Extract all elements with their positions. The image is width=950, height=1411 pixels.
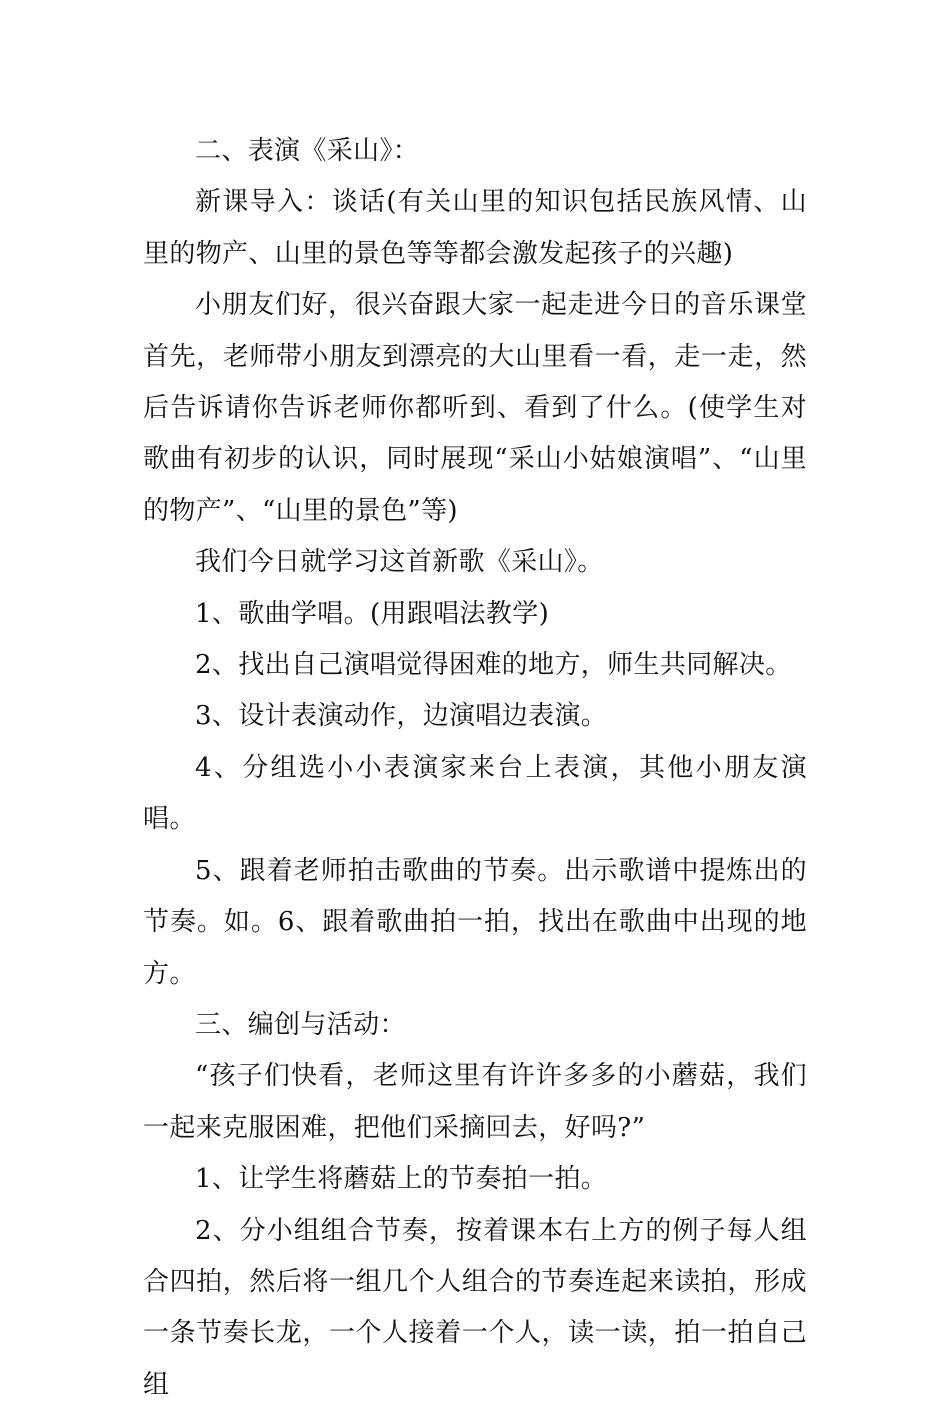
paragraph-teacher-greeting: 小朋友们好，很兴奋跟大家一起走进今日的音乐课堂首先，老师带小朋友到漂亮的大山里看一看，走一走，然后告诉请你告诉老师你都听到、看到了什么。(使学生对歌曲有初步的认识，同时展现“采山小姑娘演唱”、“山里的物产”、“山里的景色”等) (143, 290, 807, 526)
paragraph-lesson-intro: 新课导入：谈话(有关山里的知识包括民族风情、山里的物产、山里的景色等等都会激发起孩子的兴趣) (143, 187, 807, 269)
paragraph-mushroom-quote: “孩子们快看，老师这里有许许多多的小蘑菇，我们一起来克服困难，把他们采摘回去，好吗?” (143, 1061, 807, 1143)
section-heading-creation: 三、编创与活动： (195, 1009, 406, 1040)
document-page (143, 126, 807, 1411)
section-heading-performance: 二、表演《采山》： (195, 136, 420, 166)
list-item-step-4: 4、分组选小小表演家来台上表演，其他小朋友演唱。 (143, 752, 807, 835)
list-item-step-2: 2、找出自己演唱觉得困难的地方，师生共同解决。 (195, 650, 792, 681)
list-item-activity-2: 2、分小组组合节奏，按着课本右上方的例子每人组合四拍，然后将一组几个人组合的节奏连起来读拍，形成一条节奏长龙，一个人接着一个人，读一读，拍一拍自己组 (143, 1215, 807, 1400)
list-item-step-5-6: 5、跟着老师拍击歌曲的节奏。出示歌谱中提炼出的节奏。如。6、跟着歌曲拍一拍，找出在歌曲中出现的地方。 (143, 855, 807, 989)
list-item-step-1: 1、歌曲学唱。(用跟唱法教学) (195, 598, 550, 629)
list-item-step-3: 3、设计表演动作，边演唱边表演。 (195, 701, 608, 732)
list-item-activity-1: 1、让学生将蘑菇上的节奏拍一拍。 (195, 1164, 608, 1195)
paragraph-new-song: 我们今日就学习这首新歌《采山》。 (195, 547, 604, 578)
